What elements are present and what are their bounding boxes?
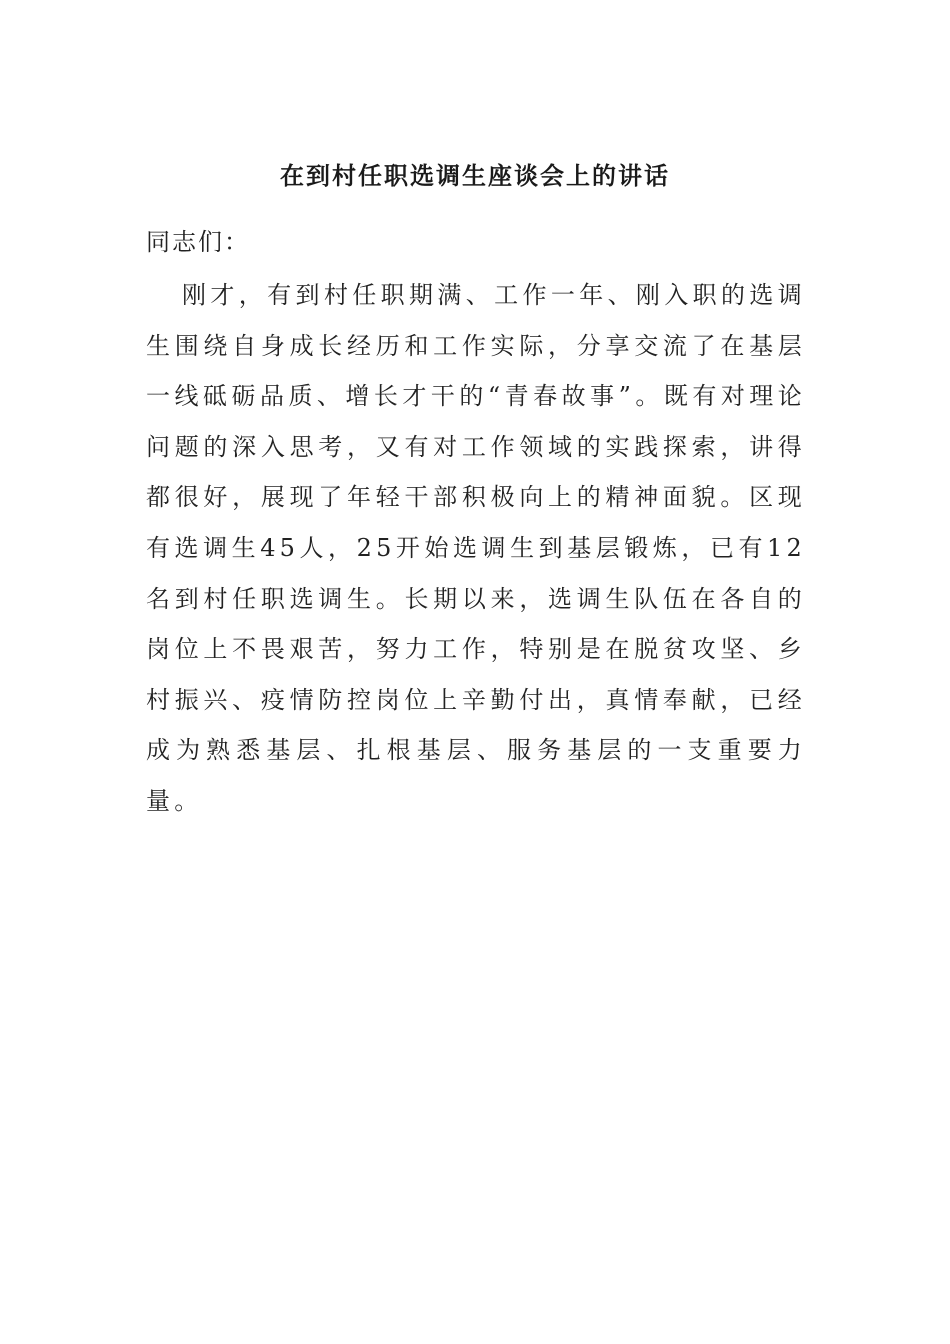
body-paragraph: 刚才，有到村任职期满、工作一年、刚入职的选调生围绕自身成长经历和工作实际，分享交流了在基层一线砥砺品质、增长才干的“青春故事”。既有对理论问题的深入思考，又有对工作领域的实践探索，讲得都很好，展现了年轻干部积极向上的精神面貌。区现有选调生45人，25开始选调生到基层锻炼，已有12名到村任职选调生。长期以来，选调生队伍在各自的岗位上不畏艰苦，努力工作，特别是在脱贫攻坚、乡村振兴、疫情防控岗位上辛勤付出，真情奉献，已经成为熟悉基层、扎根基层、服务基层的一支重要力量。: [146, 281, 806, 815]
salutation: 同志们：: [146, 228, 250, 256]
document-title: 在到村任职选调生座谈会上的讲话: [280, 161, 670, 190]
